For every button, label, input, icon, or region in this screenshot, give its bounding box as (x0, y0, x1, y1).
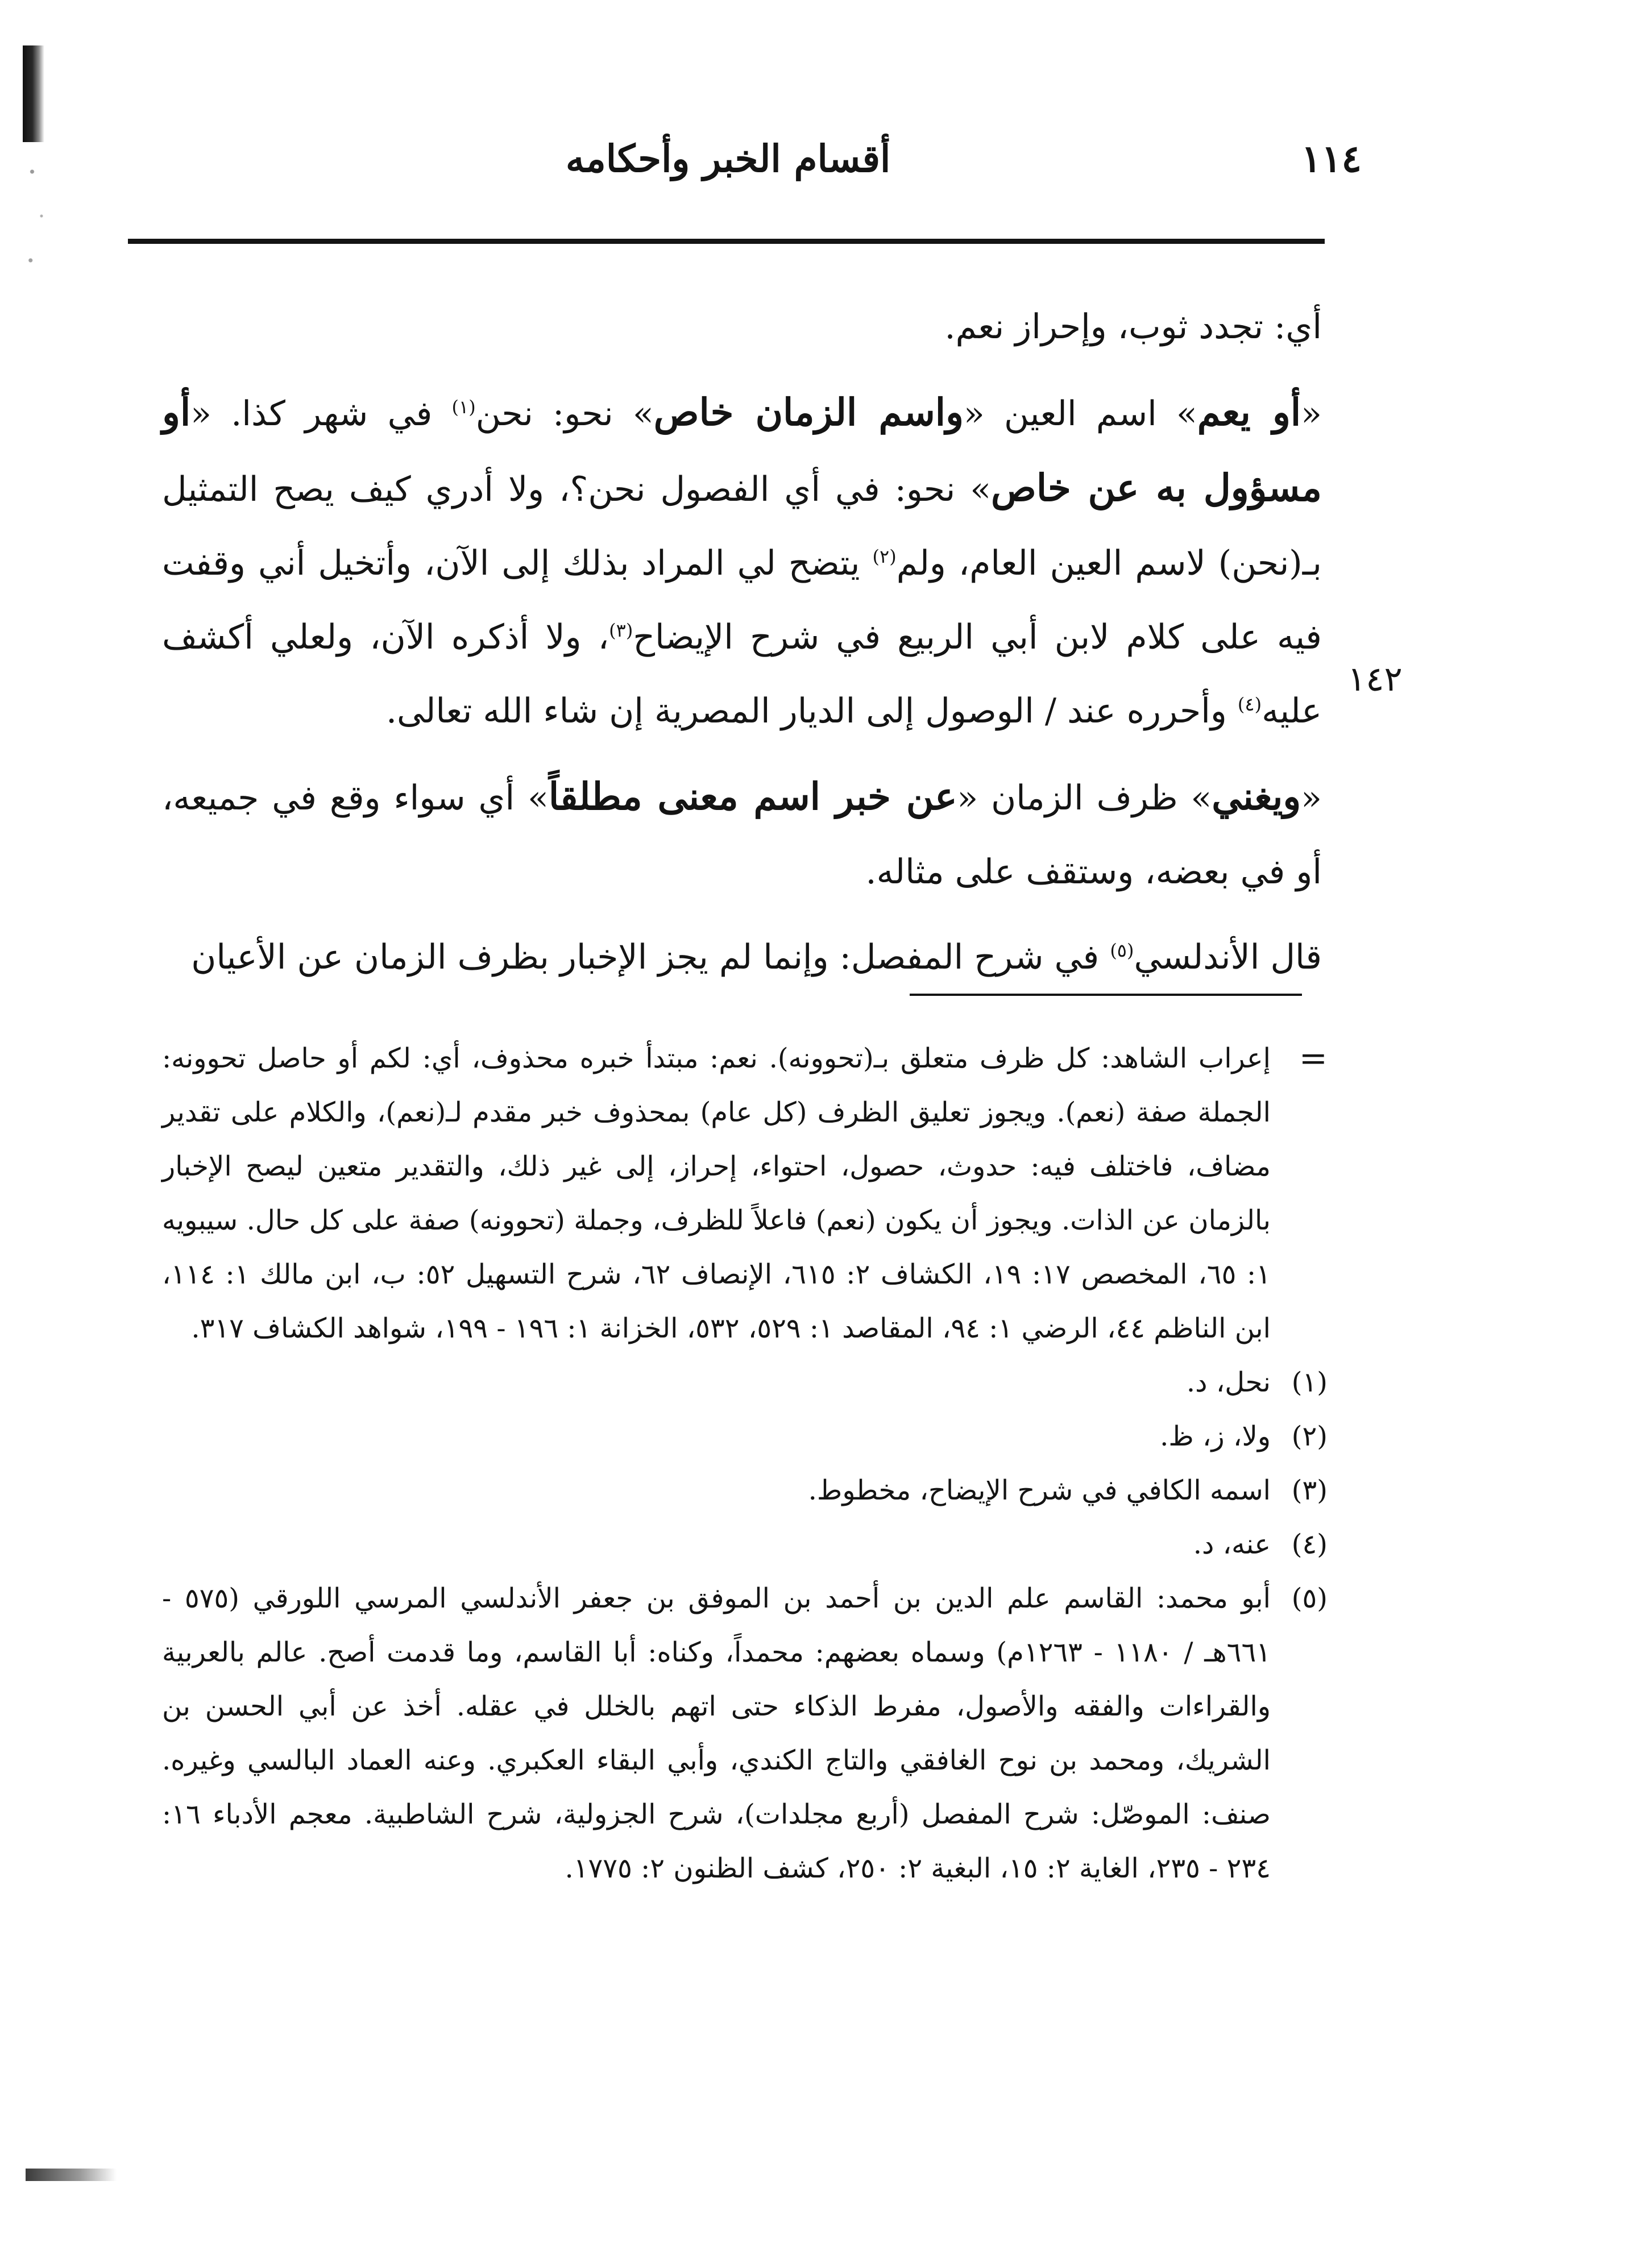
footnote-2-number: (٢) (1291, 1420, 1328, 1452)
p2-text-1: « (1301, 394, 1322, 434)
continuation-text: إعراب الشاهد: كل ظرف متعلق بـ(تحوونه). نعم: مبتدأ خبره محذوف، أي: لكم أو حاصل تحوونه: الجملة صفة (نعم). ويجوز تعليق الظرف (كل عام) بمحذوف خبر مقدم لـ(نعم)، والكلام على تقدير مضاف، فاختلف فيه: حدوث، حصول، احتواء، إحراز، إلى غير ذلك، والتقدير متعين ليصح الإخبار بالزمان عن الذات. ويجوز أن يكون (نعم) فاعلاً للظرف، وجملة (تحوونه) صفة على كل حال. سيبويه ١: ٦٥، المخصص ١٧: ١٩، الكشاف ٢: ٦١٥، الإنصاف ٦٢، شرح التسهيل ٥٢: ب، ابن مالك ١: ١١٤، ابن الناظم ٤٤، الرضي ١: ٩٤، المقاصد ١: ٥٢٩، ٥٣٢، الخزانة ١: ١٩٦ - ١٩٩، شواهد الكشاف ٣١٧. (162, 1042, 1271, 1344)
p3-bold-1: ويغني (1212, 774, 1301, 819)
footnote-1-text: نحل، د. (1186, 1366, 1271, 1398)
p2-bold-3: أو مسؤول به عن خاص (162, 390, 1322, 510)
p3-bold-2: عن خبر اسم معنى مطلقاً (548, 774, 957, 819)
p3-text-1: « (1301, 778, 1322, 818)
footnotes (162, 1032, 1328, 1896)
p2-bold-1: أو يعم (1197, 390, 1301, 434)
scan-shadow-top-left (23, 45, 44, 142)
footnote-4 (162, 1518, 1328, 1572)
p2-text-2: » اسم العين « (963, 394, 1197, 434)
scan-specks-left (23, 142, 54, 290)
running-title: أقسام الخبر وأحكامه (566, 136, 891, 181)
continuation-mark: = (1299, 1039, 1328, 1078)
footnote-continuation (162, 1032, 1328, 1356)
footnote-5-text: أبو محمد: القاسم علم الدين بن أحمد بن الموفق بن جعفر الأندلسي المرسي اللورقي (٥٧٥ - ٦٦١هـ / ١١٨٠ - ١٢٦٣م) وسماه بعضهم: محمداً، وكناه: أبا القاسم، وما قدمت أصح. عالم بالعربية والقراءات والفقه والأصول، مفرط الذكاء حتى اتهم بالخلل في عقله. أخذ عن أبي الحسن بن الشريك، ومحمد بن نوح الغافقي والتاج الكندي، وأبي البقاء العكبري. وعنه العماد البالسي وغيره. صنف: الموصّل: شرح المفصل (أربع مجلدات)، شرح الجزولية، شرح الشاطبية. معجم الأدباء ١٦: ٢٣٤ - ٢٣٥، الغاية ٢: ١٥، البغية ٢: ٢٥٠، كشف الظنون ٢: ١٧٧٥. (162, 1582, 1271, 1884)
footnote-3-number: (٣) (1291, 1474, 1328, 1506)
main-text (162, 290, 1322, 1006)
p2-text-5: » نحو: في أي الفصول نحن؟، ولا أدري كيف يصح التمثيل بـ(نحن) لاسم العين العام، ولم (162, 470, 1322, 583)
p3-text-2: » ظرف الزمان « (957, 778, 1212, 818)
p4-text-2: في شرح المفصل: وإنما لم يجز الإخبار بظرف الزمان عن الأعيان (191, 937, 1110, 977)
p2-text-3: » نحو: نحن (475, 394, 654, 434)
paragraph-1 (162, 290, 1322, 364)
footnote-1 (162, 1356, 1328, 1410)
p3-text-3: » أي سواء وقع في جميعه، أو في بعضه، وستقف على مثاله. (162, 778, 1322, 892)
footnote-1-number: (١) (1291, 1366, 1328, 1398)
p2-text-4: في شهر كذا. « (190, 394, 452, 434)
footnote-5-number: (٥) (1291, 1582, 1328, 1614)
p2-text-8: وأحرره عند / الوصول إلى الديار المصرية إن شاء الله تعالى. (385, 691, 1238, 731)
scan-shadow-bottom-left (26, 2169, 117, 2181)
footnote-ref-5[interactable]: (٥) (1110, 940, 1134, 961)
paragraph-1-text: أي: تجدد ثوب، وإحراز نعم. (944, 307, 1322, 347)
footnote-separator (910, 994, 1302, 996)
paragraph-3 (162, 759, 1322, 909)
footnote-3 (162, 1464, 1328, 1518)
footnote-ref-4[interactable]: (٤) (1237, 693, 1262, 715)
p2-text-7: ، ولا أذكره الآن، ولعلي أكشف عليه (162, 617, 1322, 731)
margin-page-marker: ١٤٢ (1347, 659, 1403, 699)
page-number: ١١٤ (1301, 136, 1362, 181)
paragraph-2 (162, 375, 1322, 748)
p2-text-6: يتضح لي المراد بذلك إلى الآن، وأتخيل أني وقفت فيه على كلام لابن أبي الربيع في شرح الإيضاح (162, 543, 1322, 657)
footnote-ref-2[interactable]: (٢) (872, 546, 897, 567)
page-header (128, 131, 1362, 216)
footnote-4-number: (٤) (1291, 1528, 1328, 1560)
p2-bold-2: واسم الزمان خاص (653, 390, 964, 434)
paragraph-4 (162, 920, 1322, 994)
footnote-ref-1[interactable]: (١) (451, 396, 476, 418)
footnote-ref-3[interactable]: (٣) (609, 620, 633, 641)
footnote-2-text: ولا، ز، ظ. (1160, 1420, 1271, 1452)
header-rule (128, 239, 1325, 244)
footnote-2 (162, 1410, 1328, 1464)
p4-text-1: قال الأندلسي (1134, 937, 1322, 977)
footnote-4-text: عنه، د. (1193, 1528, 1271, 1560)
footnote-3-text: اسمه الكافي في شرح الإيضاح، مخطوط. (808, 1474, 1271, 1506)
footnote-5 (162, 1572, 1328, 1896)
